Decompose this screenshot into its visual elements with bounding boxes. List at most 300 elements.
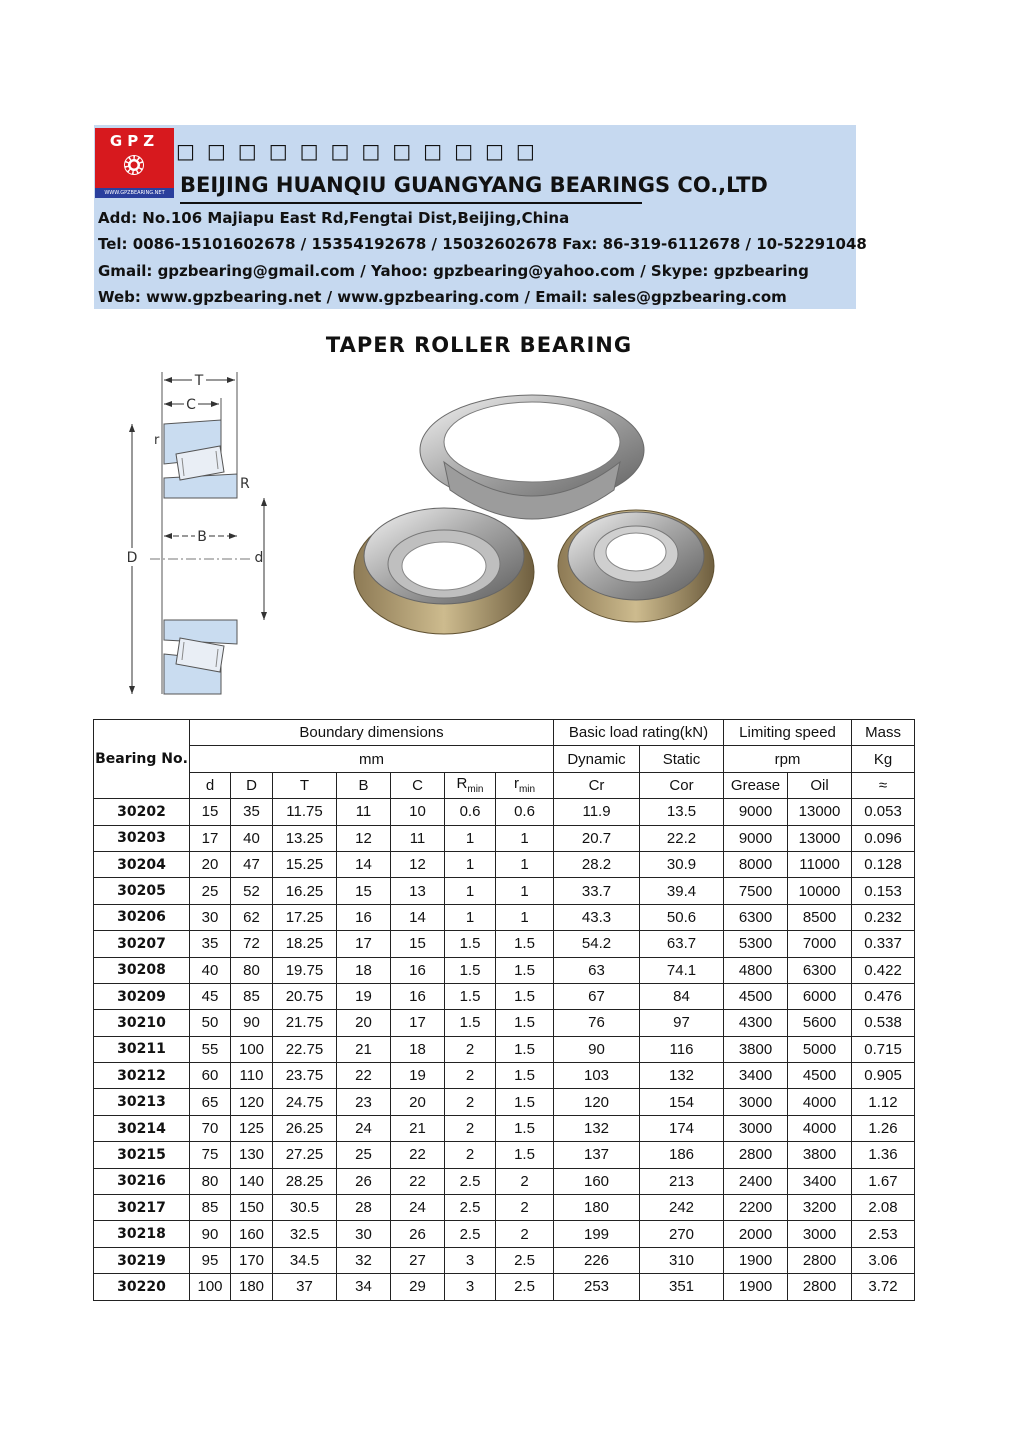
table-row bbox=[94, 1168, 915, 1194]
cell-r-min: 1.5 bbox=[496, 1115, 554, 1141]
cell-D: 80 bbox=[231, 957, 273, 983]
cell-oil-speed: 2800 bbox=[788, 1274, 852, 1300]
cell-B: 11 bbox=[337, 799, 391, 825]
cell-bearing-no: 30204 bbox=[94, 851, 190, 877]
table-row bbox=[94, 1010, 915, 1036]
table-row bbox=[94, 1142, 915, 1168]
cell-R-min: 2 bbox=[445, 1142, 496, 1168]
cell-mass: 1.26 bbox=[852, 1115, 915, 1141]
cell-C: 16 bbox=[391, 957, 445, 983]
cell-C: 26 bbox=[391, 1221, 445, 1247]
label-C: C bbox=[186, 397, 196, 413]
cell-cr-dynamic: 28.2 bbox=[554, 851, 640, 877]
label-T: T bbox=[194, 373, 204, 389]
table-row bbox=[94, 931, 915, 957]
cell-cor-static: 22.2 bbox=[640, 825, 724, 851]
cell-cr-dynamic: 180 bbox=[554, 1195, 640, 1221]
cell-D: 160 bbox=[231, 1221, 273, 1247]
cell-T: 26.25 bbox=[273, 1115, 337, 1141]
cell-B: 26 bbox=[337, 1168, 391, 1194]
cell-grease-speed: 9000 bbox=[724, 799, 788, 825]
table-body bbox=[94, 799, 915, 1300]
col-T: T bbox=[273, 772, 337, 798]
company-name: BEIJING HUANQIU GUANGYANG BEARINGS CO.,LTD bbox=[180, 173, 768, 197]
document-title: TAPER ROLLER BEARING bbox=[325, 333, 633, 357]
cell-grease-speed: 2800 bbox=[724, 1142, 788, 1168]
cell-C: 20 bbox=[391, 1089, 445, 1115]
cell-cr-dynamic: 63 bbox=[554, 957, 640, 983]
cell-cor-static: 351 bbox=[640, 1274, 724, 1300]
cell-R-min: 2.5 bbox=[445, 1195, 496, 1221]
cell-T: 17.25 bbox=[273, 904, 337, 930]
cell-r-min: 1.5 bbox=[496, 957, 554, 983]
cell-T: 34.5 bbox=[273, 1247, 337, 1273]
cell-r-min: 1 bbox=[496, 825, 554, 851]
cell-cr-dynamic: 20.7 bbox=[554, 825, 640, 851]
cell-d: 25 bbox=[190, 878, 231, 904]
bearing-spec-table bbox=[93, 719, 915, 1301]
cross-section-diagram bbox=[120, 368, 280, 700]
cell-C: 19 bbox=[391, 1063, 445, 1089]
cell-R-min: 3 bbox=[445, 1274, 496, 1300]
cell-bearing-no: 30217 bbox=[94, 1195, 190, 1221]
table-row bbox=[94, 1036, 915, 1062]
cell-mass: 2.53 bbox=[852, 1221, 915, 1247]
bearing-no-header: Bearing No. bbox=[94, 720, 190, 799]
cell-C: 11 bbox=[391, 825, 445, 851]
cell-r-min: 1.5 bbox=[496, 1142, 554, 1168]
cell-cor-static: 132 bbox=[640, 1063, 724, 1089]
cell-grease-speed: 7500 bbox=[724, 878, 788, 904]
cell-r-min: 2 bbox=[496, 1195, 554, 1221]
cell-r-min: 1.5 bbox=[496, 1063, 554, 1089]
cell-oil-speed: 13000 bbox=[788, 799, 852, 825]
cell-bearing-no: 30206 bbox=[94, 904, 190, 930]
cell-mass: 0.422 bbox=[852, 957, 915, 983]
cell-D: 100 bbox=[231, 1036, 273, 1062]
phone-line: Tel: 0086-15101602678 / 15354192678 / 15032602678 Fax: 86-319-6112678 / 10-52291048 bbox=[98, 235, 867, 253]
table-row bbox=[94, 983, 915, 1009]
cell-d: 17 bbox=[190, 825, 231, 851]
cell-d: 35 bbox=[190, 931, 231, 957]
cell-bearing-no: 30205 bbox=[94, 878, 190, 904]
cell-T: 22.75 bbox=[273, 1036, 337, 1062]
cell-cor-static: 74.1 bbox=[640, 957, 724, 983]
cell-T: 30.5 bbox=[273, 1195, 337, 1221]
cell-R-min: 2 bbox=[445, 1115, 496, 1141]
cell-oil-speed: 6000 bbox=[788, 983, 852, 1009]
cell-C: 12 bbox=[391, 851, 445, 877]
cell-R-min: 1 bbox=[445, 851, 496, 877]
cell-oil-speed: 3800 bbox=[788, 1142, 852, 1168]
cell-cr-dynamic: 90 bbox=[554, 1036, 640, 1062]
cell-T: 16.25 bbox=[273, 878, 337, 904]
speed-unit: rpm bbox=[724, 746, 852, 772]
col-approx: ≈ bbox=[852, 772, 915, 798]
cell-cor-static: 30.9 bbox=[640, 851, 724, 877]
cell-T: 13.25 bbox=[273, 825, 337, 851]
table-row bbox=[94, 1089, 915, 1115]
cell-bearing-no: 30214 bbox=[94, 1115, 190, 1141]
cell-mass: 1.12 bbox=[852, 1089, 915, 1115]
cell-grease-speed: 8000 bbox=[724, 851, 788, 877]
cell-B: 14 bbox=[337, 851, 391, 877]
cell-B: 15 bbox=[337, 878, 391, 904]
cell-B: 22 bbox=[337, 1063, 391, 1089]
cell-T: 24.75 bbox=[273, 1089, 337, 1115]
cell-C: 24 bbox=[391, 1195, 445, 1221]
label-d: d bbox=[254, 550, 264, 566]
cell-d: 75 bbox=[190, 1142, 231, 1168]
cell-cr-dynamic: 160 bbox=[554, 1168, 640, 1194]
cell-d: 60 bbox=[190, 1063, 231, 1089]
cell-mass: 0.476 bbox=[852, 983, 915, 1009]
cell-cor-static: 174 bbox=[640, 1115, 724, 1141]
cell-mass: 0.232 bbox=[852, 904, 915, 930]
cell-cor-static: 186 bbox=[640, 1142, 724, 1168]
cell-B: 25 bbox=[337, 1142, 391, 1168]
cell-bearing-no: 30216 bbox=[94, 1168, 190, 1194]
cell-cr-dynamic: 199 bbox=[554, 1221, 640, 1247]
cell-R-min: 2 bbox=[445, 1063, 496, 1089]
cell-mass: 0.153 bbox=[852, 878, 915, 904]
cell-T: 28.25 bbox=[273, 1168, 337, 1194]
cell-cor-static: 310 bbox=[640, 1247, 724, 1273]
cell-cor-static: 39.4 bbox=[640, 878, 724, 904]
cell-bearing-no: 30220 bbox=[94, 1274, 190, 1300]
cell-grease-speed: 3000 bbox=[724, 1089, 788, 1115]
cell-R-min: 3 bbox=[445, 1247, 496, 1273]
cell-mass: 1.67 bbox=[852, 1168, 915, 1194]
cell-D: 125 bbox=[231, 1115, 273, 1141]
cell-bearing-no: 30215 bbox=[94, 1142, 190, 1168]
cell-grease-speed: 2200 bbox=[724, 1195, 788, 1221]
cell-mass: 0.715 bbox=[852, 1036, 915, 1062]
cell-R-min: 1.5 bbox=[445, 1010, 496, 1036]
cell-B: 32 bbox=[337, 1247, 391, 1273]
cell-D: 52 bbox=[231, 878, 273, 904]
cell-C: 16 bbox=[391, 983, 445, 1009]
table-row bbox=[94, 1115, 915, 1141]
table-row bbox=[94, 878, 915, 904]
table-row bbox=[94, 1221, 915, 1247]
cell-grease-speed: 4500 bbox=[724, 983, 788, 1009]
cell-oil-speed: 13000 bbox=[788, 825, 852, 851]
cell-D: 110 bbox=[231, 1063, 273, 1089]
company-logo bbox=[95, 128, 174, 198]
cell-grease-speed: 5300 bbox=[724, 931, 788, 957]
cell-mass: 0.128 bbox=[852, 851, 915, 877]
cell-T: 32.5 bbox=[273, 1221, 337, 1247]
cell-mass: 3.72 bbox=[852, 1274, 915, 1300]
cell-R-min: 2 bbox=[445, 1036, 496, 1062]
cell-d: 70 bbox=[190, 1115, 231, 1141]
cell-R-min: 1 bbox=[445, 878, 496, 904]
cell-cr-dynamic: 11.9 bbox=[554, 799, 640, 825]
cell-oil-speed: 7000 bbox=[788, 931, 852, 957]
cell-grease-speed: 2400 bbox=[724, 1168, 788, 1194]
cell-cor-static: 13.5 bbox=[640, 799, 724, 825]
label-r: r bbox=[154, 433, 160, 448]
cell-R-min: 1 bbox=[445, 825, 496, 851]
label-B: B bbox=[197, 529, 207, 545]
limiting-speed-header: Limiting speed bbox=[724, 720, 852, 746]
cell-r-min: 2.5 bbox=[496, 1247, 554, 1273]
cell-d: 30 bbox=[190, 904, 231, 930]
cell-r-min: 2 bbox=[496, 1168, 554, 1194]
cell-R-min: 2.5 bbox=[445, 1221, 496, 1247]
logo-text: GPZ bbox=[109, 132, 160, 150]
cell-grease-speed: 1900 bbox=[724, 1274, 788, 1300]
load-rating-header: Basic load rating(kN) bbox=[554, 720, 724, 746]
cell-B: 18 bbox=[337, 957, 391, 983]
cell-D: 170 bbox=[231, 1247, 273, 1273]
cell-r-min: 2 bbox=[496, 1221, 554, 1247]
cell-cr-dynamic: 137 bbox=[554, 1142, 640, 1168]
bearing-photo bbox=[352, 380, 722, 650]
cell-grease-speed: 3000 bbox=[724, 1115, 788, 1141]
cell-d: 90 bbox=[190, 1221, 231, 1247]
cell-mass: 3.06 bbox=[852, 1247, 915, 1273]
cell-D: 62 bbox=[231, 904, 273, 930]
cell-grease-speed: 2000 bbox=[724, 1221, 788, 1247]
cell-bearing-no: 30219 bbox=[94, 1247, 190, 1273]
cell-grease-speed: 4300 bbox=[724, 1010, 788, 1036]
cell-T: 19.75 bbox=[273, 957, 337, 983]
cell-B: 23 bbox=[337, 1089, 391, 1115]
cell-C: 10 bbox=[391, 799, 445, 825]
cell-C: 21 bbox=[391, 1115, 445, 1141]
cell-r-min: 1.5 bbox=[496, 1036, 554, 1062]
cell-D: 90 bbox=[231, 1010, 273, 1036]
cell-bearing-no: 30202 bbox=[94, 799, 190, 825]
cell-T: 15.25 bbox=[273, 851, 337, 877]
cell-D: 130 bbox=[231, 1142, 273, 1168]
mass-header: Mass bbox=[852, 720, 915, 746]
cell-cr-dynamic: 226 bbox=[554, 1247, 640, 1273]
cell-cor-static: 116 bbox=[640, 1036, 724, 1062]
cell-D: 72 bbox=[231, 931, 273, 957]
cell-grease-speed: 3400 bbox=[724, 1063, 788, 1089]
cell-C: 17 bbox=[391, 1010, 445, 1036]
cell-cr-dynamic: 76 bbox=[554, 1010, 640, 1036]
table-row bbox=[94, 904, 915, 930]
cell-grease-speed: 3800 bbox=[724, 1036, 788, 1062]
cell-C: 22 bbox=[391, 1168, 445, 1194]
col-B: B bbox=[337, 772, 391, 798]
cell-cor-static: 213 bbox=[640, 1168, 724, 1194]
table-row bbox=[94, 1195, 915, 1221]
cell-bearing-no: 30208 bbox=[94, 957, 190, 983]
table-header bbox=[94, 720, 915, 799]
cell-C: 18 bbox=[391, 1036, 445, 1062]
cell-r-min: 1.5 bbox=[496, 931, 554, 957]
cell-B: 20 bbox=[337, 1010, 391, 1036]
cell-cr-dynamic: 103 bbox=[554, 1063, 640, 1089]
cell-cr-dynamic: 67 bbox=[554, 983, 640, 1009]
cell-T: 27.25 bbox=[273, 1142, 337, 1168]
cell-oil-speed: 4000 bbox=[788, 1089, 852, 1115]
mass-unit: Kg bbox=[852, 746, 915, 772]
cell-d: 15 bbox=[190, 799, 231, 825]
cell-r-min: 0.6 bbox=[496, 799, 554, 825]
col-D: D bbox=[231, 772, 273, 798]
cell-R-min: 1 bbox=[445, 904, 496, 930]
cell-grease-speed: 9000 bbox=[724, 825, 788, 851]
cell-T: 23.75 bbox=[273, 1063, 337, 1089]
cell-d: 40 bbox=[190, 957, 231, 983]
cell-d: 85 bbox=[190, 1195, 231, 1221]
cell-oil-speed: 3400 bbox=[788, 1168, 852, 1194]
cell-oil-speed: 5600 bbox=[788, 1010, 852, 1036]
cell-C: 27 bbox=[391, 1247, 445, 1273]
cell-cor-static: 84 bbox=[640, 983, 724, 1009]
cell-cor-static: 154 bbox=[640, 1089, 724, 1115]
cell-mass: 0.905 bbox=[852, 1063, 915, 1089]
cell-bearing-no: 30218 bbox=[94, 1221, 190, 1247]
cell-cr-dynamic: 120 bbox=[554, 1089, 640, 1115]
company-name-underline bbox=[180, 202, 642, 204]
cell-B: 16 bbox=[337, 904, 391, 930]
cell-R-min: 2 bbox=[445, 1089, 496, 1115]
cell-C: 22 bbox=[391, 1142, 445, 1168]
cell-bearing-no: 30211 bbox=[94, 1036, 190, 1062]
cell-D: 85 bbox=[231, 983, 273, 1009]
cell-d: 20 bbox=[190, 851, 231, 877]
cell-cr-dynamic: 132 bbox=[554, 1115, 640, 1141]
cell-bearing-no: 30213 bbox=[94, 1089, 190, 1115]
cell-T: 11.75 bbox=[273, 799, 337, 825]
cell-r-min: 1 bbox=[496, 904, 554, 930]
cell-bearing-no: 30207 bbox=[94, 931, 190, 957]
cell-oil-speed: 4000 bbox=[788, 1115, 852, 1141]
cell-mass: 2.08 bbox=[852, 1195, 915, 1221]
cell-D: 140 bbox=[231, 1168, 273, 1194]
boundary-dimensions-header: Boundary dimensions bbox=[190, 720, 554, 746]
cell-D: 47 bbox=[231, 851, 273, 877]
cell-T: 20.75 bbox=[273, 983, 337, 1009]
cell-C: 13 bbox=[391, 878, 445, 904]
cell-T: 18.25 bbox=[273, 931, 337, 957]
cell-d: 50 bbox=[190, 1010, 231, 1036]
cell-d: 95 bbox=[190, 1247, 231, 1273]
cell-r-min: 1 bbox=[496, 851, 554, 877]
table-row bbox=[94, 1063, 915, 1089]
cell-B: 34 bbox=[337, 1274, 391, 1300]
cell-cr-dynamic: 43.3 bbox=[554, 904, 640, 930]
cell-mass: 0.053 bbox=[852, 799, 915, 825]
cell-cr-dynamic: 253 bbox=[554, 1274, 640, 1300]
cell-C: 29 bbox=[391, 1274, 445, 1300]
cell-cor-static: 63.7 bbox=[640, 931, 724, 957]
cell-T: 21.75 bbox=[273, 1010, 337, 1036]
cell-B: 17 bbox=[337, 931, 391, 957]
cell-oil-speed: 3200 bbox=[788, 1195, 852, 1221]
cell-D: 35 bbox=[231, 799, 273, 825]
cell-oil-speed: 4500 bbox=[788, 1063, 852, 1089]
cell-bearing-no: 30203 bbox=[94, 825, 190, 851]
cell-B: 30 bbox=[337, 1221, 391, 1247]
cell-B: 19 bbox=[337, 983, 391, 1009]
col-Cor: Cor bbox=[640, 772, 724, 798]
cell-oil-speed: 2800 bbox=[788, 1247, 852, 1273]
cell-R-min: 1.5 bbox=[445, 983, 496, 1009]
cell-d: 45 bbox=[190, 983, 231, 1009]
cell-bearing-no: 30212 bbox=[94, 1063, 190, 1089]
cell-bearing-no: 30209 bbox=[94, 983, 190, 1009]
cell-d: 65 bbox=[190, 1089, 231, 1115]
cell-C: 15 bbox=[391, 931, 445, 957]
web-line: Web: www.gpzbearing.net / www.gpzbearing.com / Email: sales@gpzbearing.com bbox=[98, 288, 787, 306]
cell-B: 28 bbox=[337, 1195, 391, 1221]
col-Cr: Cr bbox=[554, 772, 640, 798]
dynamic-header: Dynamic bbox=[554, 746, 640, 772]
cell-B: 21 bbox=[337, 1036, 391, 1062]
boundary-unit: mm bbox=[190, 746, 554, 772]
cell-C: 14 bbox=[391, 904, 445, 930]
cell-r-min: 1.5 bbox=[496, 1089, 554, 1115]
table-row bbox=[94, 957, 915, 983]
table-row bbox=[94, 1274, 915, 1300]
col-rmin: $r_{min}$ bbox=[496, 772, 554, 798]
table-row bbox=[94, 851, 915, 877]
cell-cor-static: 97 bbox=[640, 1010, 724, 1036]
cell-d: 100 bbox=[190, 1274, 231, 1300]
cell-r-min: 1.5 bbox=[496, 983, 554, 1009]
cell-oil-speed: 5000 bbox=[788, 1036, 852, 1062]
cell-B: 24 bbox=[337, 1115, 391, 1141]
chinese-company-name: □□□□□□□□□□□□ bbox=[176, 139, 547, 163]
cell-B: 12 bbox=[337, 825, 391, 851]
cell-oil-speed: 6300 bbox=[788, 957, 852, 983]
cell-oil-speed: 3000 bbox=[788, 1221, 852, 1247]
cell-oil-speed: 11000 bbox=[788, 851, 852, 877]
logo-strip: WWW.GPZBEARING.NET bbox=[95, 188, 174, 198]
cell-D: 120 bbox=[231, 1089, 273, 1115]
cell-R-min: 1.5 bbox=[445, 957, 496, 983]
cell-r-min: 1.5 bbox=[496, 1010, 554, 1036]
cell-mass: 0.096 bbox=[852, 825, 915, 851]
cell-r-min: 2.5 bbox=[496, 1274, 554, 1300]
cell-R-min: 1.5 bbox=[445, 931, 496, 957]
cell-oil-speed: 8500 bbox=[788, 904, 852, 930]
address-line: Add: No.106 Majiapu East Rd,Fengtai Dist,Beijing,China bbox=[98, 209, 570, 227]
cell-mass: 0.538 bbox=[852, 1010, 915, 1036]
table-row bbox=[94, 825, 915, 851]
cell-R-min: 2.5 bbox=[445, 1168, 496, 1194]
cell-mass: 1.36 bbox=[852, 1142, 915, 1168]
cell-grease-speed: 6300 bbox=[724, 904, 788, 930]
col-Rmin: $R_{min}$ bbox=[445, 772, 496, 798]
col-oil: Oil bbox=[788, 772, 852, 798]
cell-d: 80 bbox=[190, 1168, 231, 1194]
cell-grease-speed: 1900 bbox=[724, 1247, 788, 1273]
col-grease: Grease bbox=[724, 772, 788, 798]
col-C: C bbox=[391, 772, 445, 798]
cell-cor-static: 270 bbox=[640, 1221, 724, 1247]
cell-D: 40 bbox=[231, 825, 273, 851]
static-header: Static bbox=[640, 746, 724, 772]
cell-r-min: 1 bbox=[496, 878, 554, 904]
cell-cr-dynamic: 54.2 bbox=[554, 931, 640, 957]
cell-bearing-no: 30210 bbox=[94, 1010, 190, 1036]
company-header bbox=[94, 125, 867, 309]
table-row bbox=[94, 1247, 915, 1273]
table-row bbox=[94, 799, 915, 825]
col-d: d bbox=[190, 772, 231, 798]
cell-cr-dynamic: 33.7 bbox=[554, 878, 640, 904]
cell-cor-static: 50.6 bbox=[640, 904, 724, 930]
